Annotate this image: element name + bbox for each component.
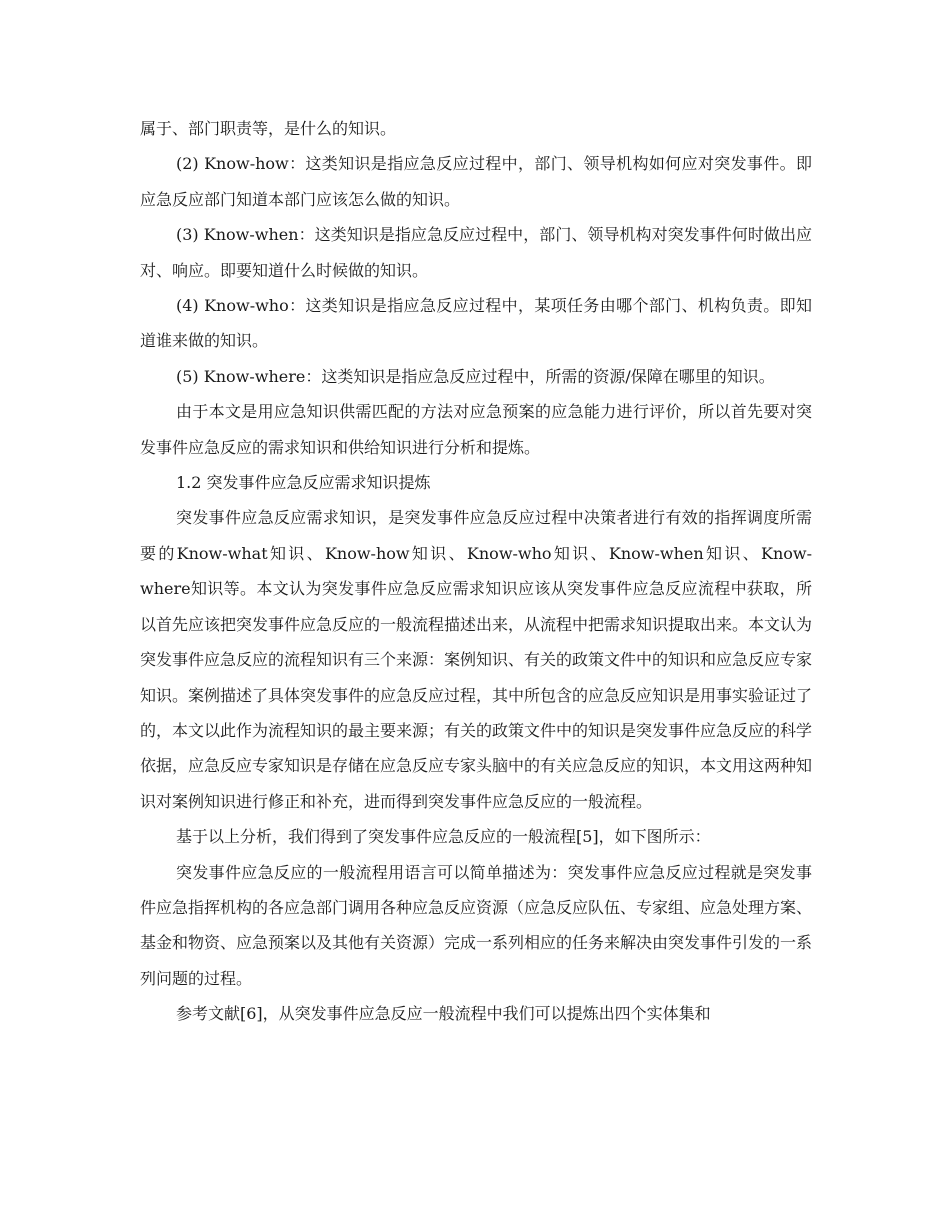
- paragraph-general-process: 基于以上分析，我们得到了突发事件应急反应的一般流程[5]，如下图所示：: [176, 827, 711, 847]
- section-heading: 1.2 突发事件应急反应需求知识提炼: [176, 473, 431, 493]
- paragraph-evaluation: 由于本文是用应急知识供需匹配的方法对应急预案的应急能力进行评价，所以首先要对突发事件应急反应的需求知识和供给知识进行分析和提炼。: [140, 402, 812, 457]
- paragraph-know-where: (5) Know-where：这类知识是指应急反应过程中，所需的资源/保障在哪里的知识。: [176, 366, 775, 386]
- paragraph-continuation: 属于、部门职责等，是什么的知识。: [140, 119, 397, 138]
- paragraph-know-when: (3) Know-when：这类知识是指应急反应过程中，部门、领导机构对突发事件何时做出应对、响应。即要知道什么时候做的知识。: [140, 225, 812, 280]
- paragraph-demand-knowledge: 突发事件应急反应需求知识，是突发事件应急反应过程中决策者进行有效的指挥调度所需要的Know-what知识、Know-how知识、Know-who知识、Know-when知识、Know-where知识等。本文认为突发事件应急反应需求知识应该从突发事件应急反应流程中获取，所以首先应该把突发事件应急反应的一般流程描述出来，从流程中把需求知识提取出来。本文认为突发事件应急反应的流程知识有三个来源：案例知识、有关的政策文件中的知识和应急反应专家知识。案例描述了具体突发事件的应急反应过程，其中所包含的应急反应知识是用事实验证过了的，本文以此作为流程知识的最主要来源；有关的政策文件中的知识是突发事件应急反应的科学依据，应急反应专家知识是存储在应急反应专家头脑中的有关应急反应的知识，本文用这两种知识对案例知识进行修正和补充，进而得到突发事件应急反应的一般流程。: [140, 508, 813, 811]
- paragraph-know-who: (4) Know-who：这类知识是指应急反应过程中，某项任务由哪个部门、机构负责。即知道谁来做的知识。: [140, 296, 812, 351]
- paragraph-know-how: (2) Know-how：这类知识是指应急反应过程中，部门、领导机构如何应对突发事件。即应急反应部门知道本部门应该怎么做的知识。: [140, 154, 812, 209]
- body-text: [140, 111, 812, 1032]
- paragraph-process-description: 突发事件应急反应的一般流程用语言可以简单描述为：突发事件应急反应过程就是突发事件应急指挥机构的各应急部门调用各种应急反应资源（应急反应队伍、专家组、应急处理方案、基金和物资、应急预案以及其他有关资源）完成一系列相应的任务来解决由突发事件引发的一系列问题的过程。: [140, 862, 813, 988]
- paragraph-reference: 参考文献[6]，从突发事件应急反应一般流程中我们可以提炼出四个实体集和: [176, 1004, 711, 1024]
